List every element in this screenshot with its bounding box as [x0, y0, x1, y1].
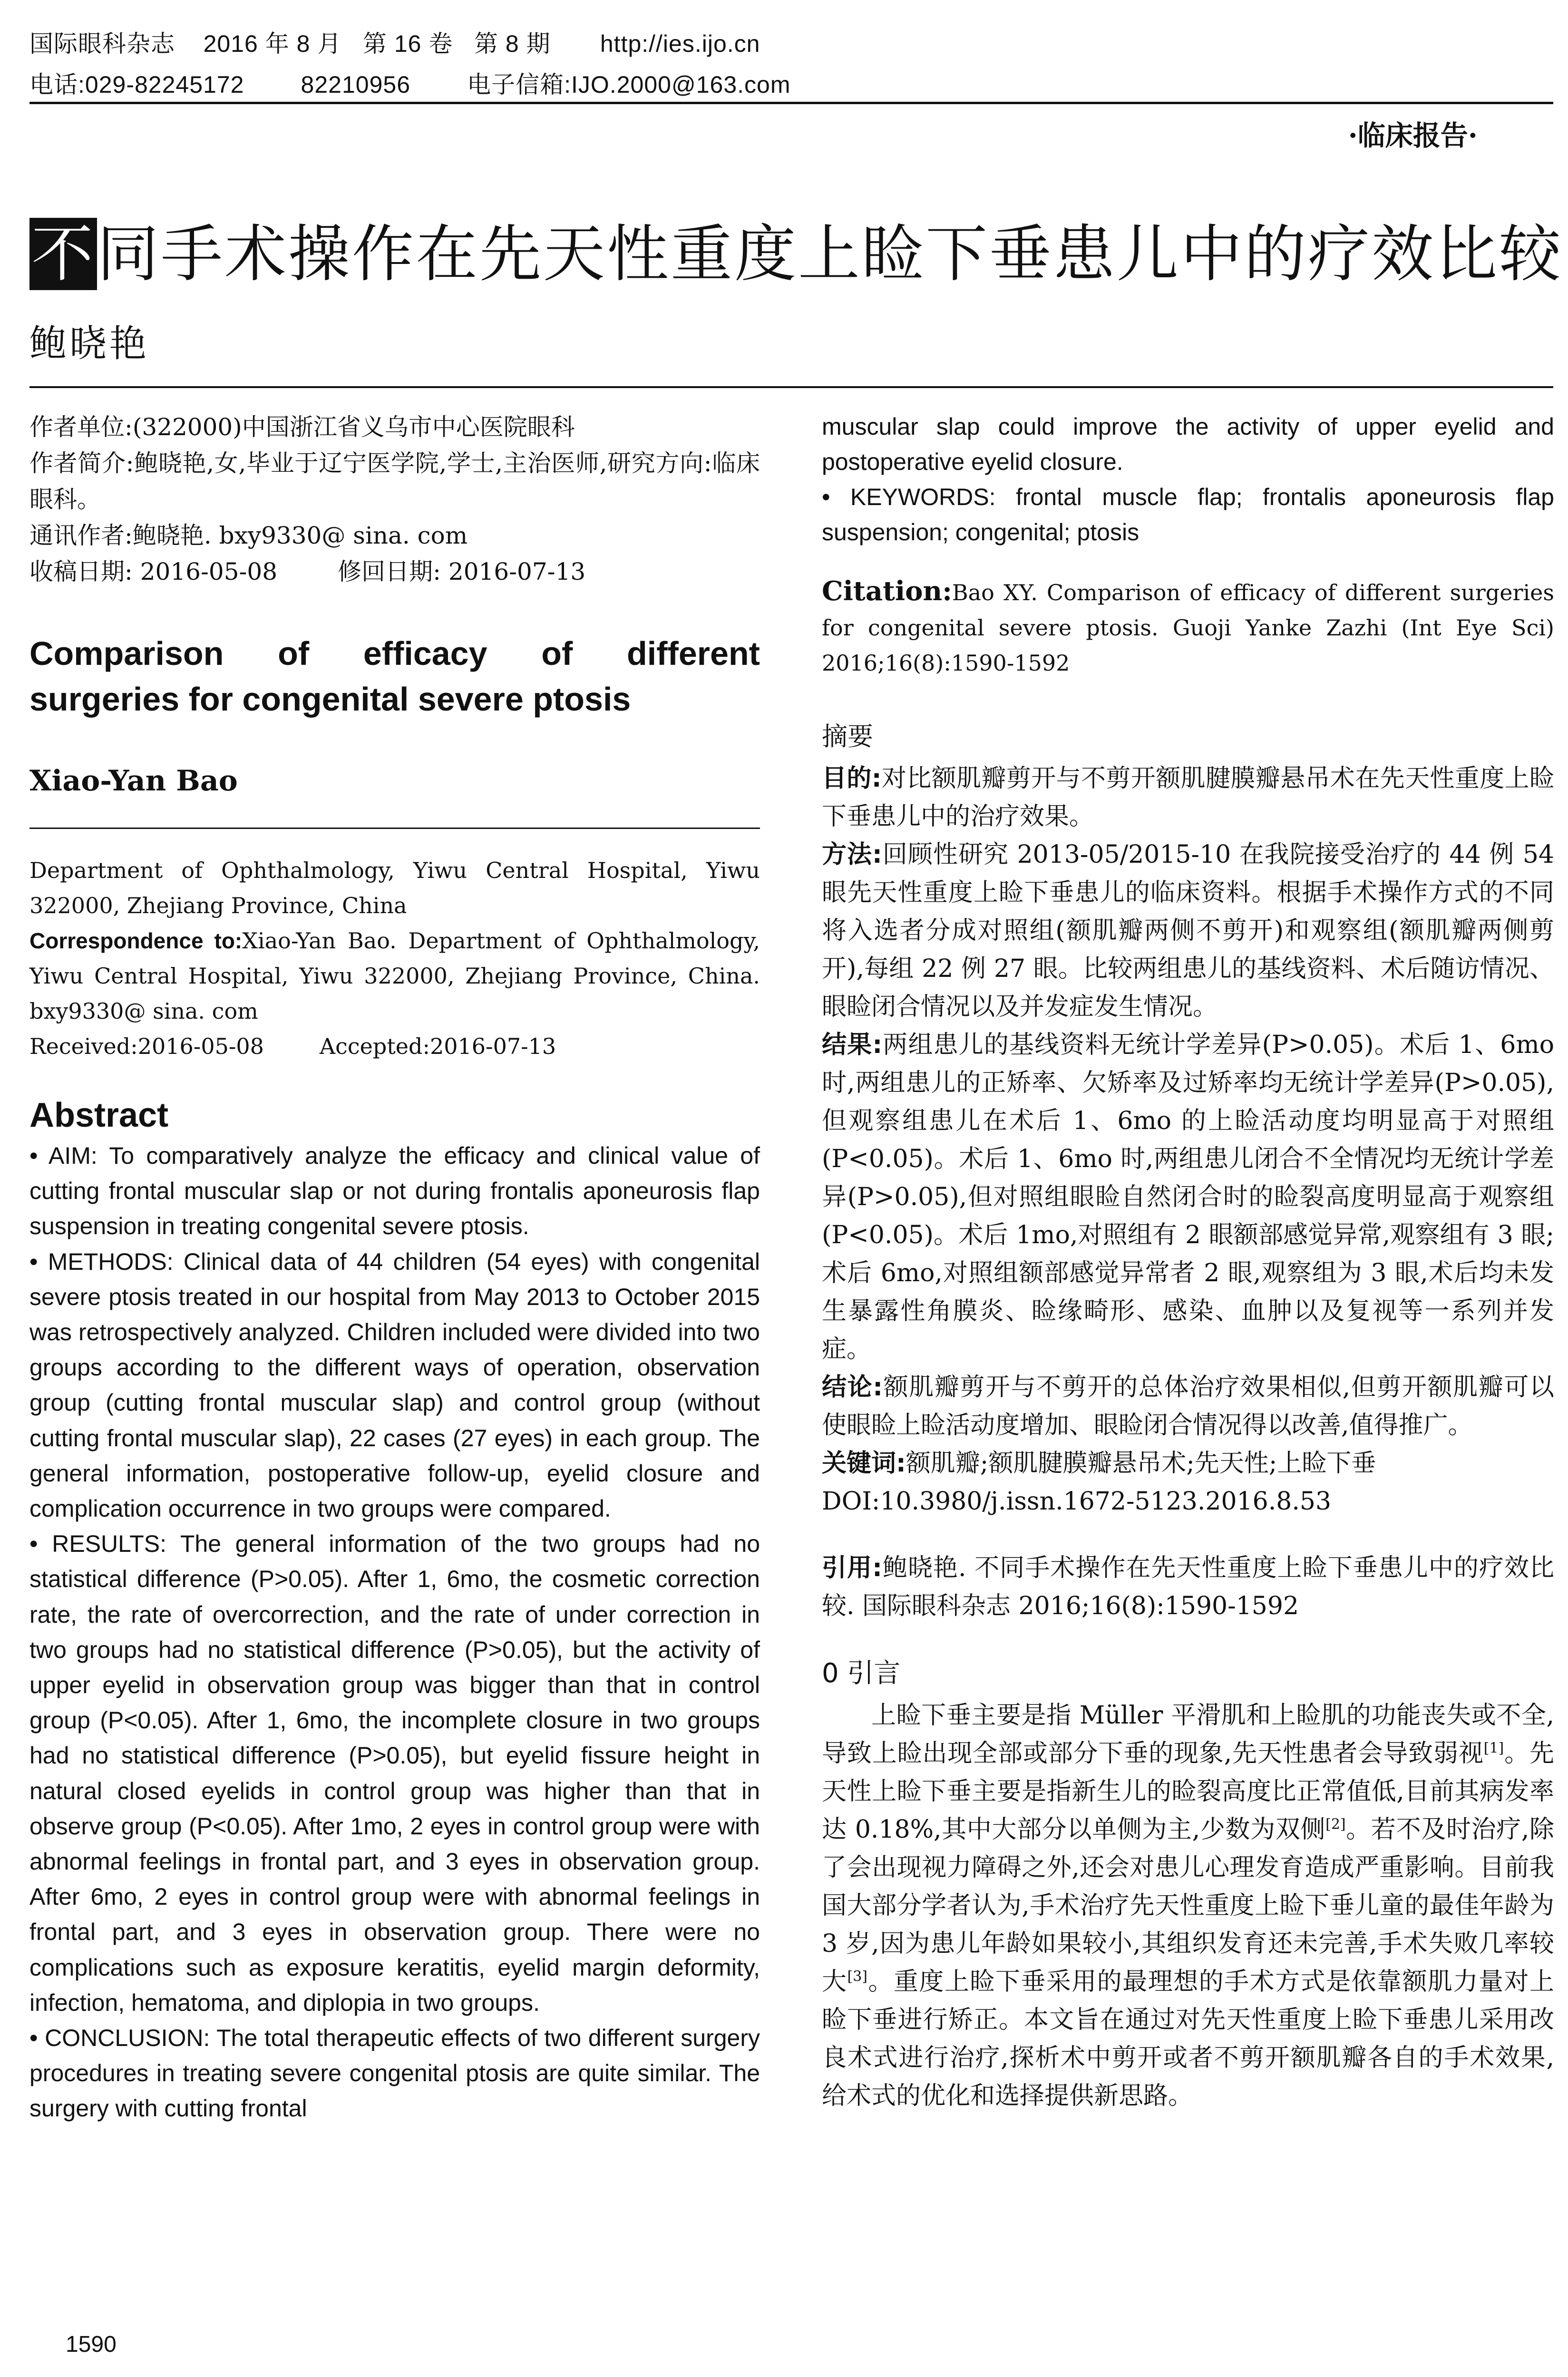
- aim-label: • AIM:: [29, 1142, 97, 1169]
- left-column: [29, 409, 760, 2126]
- affiliation-text: Department of Ophthalmology, Yiwu Central Hospital, Yiwu 322000, Zhejiang Province, China: [29, 857, 760, 918]
- methods-label: • METHODS:: [29, 1248, 174, 1275]
- intro-text-4: 。重度上睑下垂采用的最理想的手术方式是依靠额肌力量对上睑下垂进行矫正。本文旨在通过对先天性重度上睑下垂患儿采用改良术式进行治疗,探析术中剪开或者不剪开额肌瓣各自的手术效果,给术式的优化和选择提供新思路。: [822, 1968, 1554, 2110]
- methods-text: Clinical data of 44 children (54 eyes) with congenital severe ptosis treated in our hospital from May 2013 to October 2015 was retrospectively analyzed. Children included were divided into two groups according to the different ways of operation, observation group (cutting frontal muscular slap) and control group (without cutting frontal muscular slap), 22 cases (27 eyes) in each group. The general information, postoperative follow-up, eyelid closure and complication occurrence in two groups were compared.: [29, 1248, 760, 1522]
- article-title: [29, 205, 1563, 293]
- zh-citation-text: 鲍晓艳. 不同手术操作在先天性重度上睑下垂患儿中的疗效比较. 国际眼科杂志 2016;16(8):1590-1592: [822, 1554, 1554, 1620]
- citation-text: Bao XY. Comparison of efficacy of different surgeries for congenital severe ptosis. Guoji Yanke Zazhi (Int Eye Sci) 2016;16(8):1590-1592: [822, 580, 1554, 676]
- intro-paragraph: [822, 1696, 1554, 2115]
- meta-affiliation: 作者单位:(322000)中国浙江省义乌市中心医院眼科: [29, 413, 575, 441]
- keywords-en: [822, 479, 1554, 550]
- zh-conclusion: [822, 1368, 1554, 1444]
- abstract-heading: Abstract: [29, 1096, 169, 1134]
- english-author: Xiao-Yan Bao: [29, 764, 238, 798]
- zh-method: [822, 836, 1554, 1026]
- abstract-results: [29, 1526, 760, 2020]
- citation-label: Citation:: [822, 575, 952, 607]
- english-title: [29, 631, 760, 722]
- correspondence-en: [29, 923, 760, 1029]
- zh-method-label: 方法:: [822, 840, 882, 869]
- correspondence-label: Correspondence to:: [29, 928, 243, 953]
- aim-text: To comparatively analyze the efficacy and clinical value of cutting frontal muscular slap or not during frontalis aponeurosis flap suspension in treating congenital severe ptosis.: [29, 1142, 760, 1240]
- zh-result-label: 结果:: [822, 1031, 883, 1059]
- results-text: The general information of the two groups had no statistical difference (P>0.05). After 1, 6mo, the cosmetic correction rate, the rate of overcorrection, and the rate of under correction in two groups had no statistical difference (P>0.05), but the activity of upper eyelid in observation group was bigger than that in control group (P<0.05). After 1, 6mo, the incomplete closure in two groups had no statistical difference (P>0.05), but eyelid fissure height in natural closed eyelids in control group was higher than that in observe group (P<0.05). After 1mo, 2 eyes in control group were with abnormal feelings in frontal part, and 3 eyes in observation group. After 6mo, 2 eyes in control group were with abnormal feelings in frontal part, and 3 eyes in observation group. There were no complications such as exposure keratitis, eyelid margin deformity, infection, hematoma, and diplopia in two groups.: [29, 1530, 760, 2016]
- conclusion-continued: muscular slap could improve the activity of upper eyelid and postoperative eyelid closure.: [822, 413, 1554, 475]
- header-line-1: 国际眼科杂志 2016 年 8 月 第 16 卷 第 8 期 http://ies.ijo.cn: [29, 30, 760, 57]
- right-column: [822, 409, 1554, 2115]
- meta-dates: 收稿日期: 2016-05-08 修回日期: 2016-07-13: [29, 558, 586, 585]
- intro-text-1: 上睑下垂主要是指 Müller 平滑肌和上睑肌的功能丧失或不全,导致上睑出现全部或部分下垂的现象,先天性患者会导致弱视: [822, 1701, 1554, 1768]
- author-cn: 鲍晓艳: [29, 322, 150, 365]
- zh-keywords-label: 关键词:: [822, 1449, 906, 1478]
- zh-purpose-text: 对比额肌瓣剪开与不剪开额肌腱膜瓣悬吊术在先天性重度上睑下垂患儿中的治疗效果。: [822, 764, 1554, 831]
- citation-en: [822, 574, 1554, 681]
- zh-conclusion-text: 额肌瓣剪开与不剪开的总体治疗效果相似,但剪开额肌瓣可以使眼睑上睑活动度增加、眼睑闭合情况得以改善,值得推广。: [822, 1373, 1554, 1440]
- abstract-methods: [29, 1244, 760, 1527]
- abstract-conclusion: [29, 2020, 760, 2126]
- received-accepted: Received:2016-05-08 Accepted:2016-07-13: [29, 1033, 556, 1059]
- zh-conclusion-label: 结论:: [822, 1373, 883, 1402]
- ref-1: [1]: [1483, 1740, 1504, 1757]
- english-title-line-1: Comparison of efficacy of different: [29, 635, 760, 672]
- zh-keywords-text: 额肌瓣;额肌腱膜瓣悬吊术;先天性;上睑下垂: [906, 1449, 1376, 1478]
- correspondence-text: Xiao-Yan Bao. Department of Ophthalmology, Yiwu Central Hospital, Yiwu 322000, Zhejiang Province, China. bxy9330@ sina. com: [29, 928, 760, 1024]
- title-rule: [29, 386, 1553, 388]
- title-rest: 同手术操作在先天性重度上睑下垂患儿中的疗效比较: [97, 218, 1563, 290]
- conclusion-label: • CONCLUSION:: [29, 2025, 210, 2052]
- intro-heading: 0 引言: [822, 1658, 901, 1689]
- author-rule: [29, 828, 760, 829]
- intro-text-2: 。先天性上睑下垂主要是指新生儿的睑裂高度比正常值低,目前其病发率达 0.18%,其中大部分以单侧为主,少数为双侧: [822, 1739, 1554, 1844]
- zh-result: [822, 1026, 1554, 1368]
- zh-purpose-label: 目的:: [822, 764, 882, 793]
- meta-block: [29, 409, 760, 590]
- page-number: 1590: [66, 2332, 117, 2357]
- affiliation-en: [29, 853, 760, 1064]
- zh-purpose: [822, 760, 1554, 836]
- section-label: ·临床报告·: [1348, 119, 1478, 152]
- zh-citation: [822, 1549, 1554, 1625]
- results-label: • RESULTS:: [29, 1530, 167, 1558]
- header-rule: [29, 102, 1553, 104]
- conclusion-text: The total therapeutic effects of two different surgery procedures in treating severe congenital ptosis are quite similar. The surgery with cutting frontal: [29, 2025, 760, 2122]
- zh-result-text: 两组患儿的基线资料无统计学差异(P>0.05)。术后 1、6mo 时,两组患儿的正矫率、欠矫率及过矫率均无统计学差异(P>0.05),但观察组患儿在术后 1、6mo 的上睑活动度均明显高于对照组(P<0.05)。术后 1、6mo 时,两组患儿闭合不全情况均无统计学差异(P>0.05),但对照组眼睑自然闭合时的睑裂高度明显高于观察组(P<0.05)。术后 1mo,对照组有 2 眼额部感觉异常,观察组有 3 眼;术后 6mo,对照组额部感觉异常者 2 眼,观察组为 3 眼,术后均未发生暴露性角膜炎、睑缘畸形、感染、血肿以及复视等一系列并发症。: [822, 1031, 1555, 1364]
- ref-3: [3]: [847, 1968, 867, 1985]
- meta-correspondence: 通讯作者:鲍晓艳. bxy9330@ sina. com: [29, 522, 468, 549]
- keywords-label: • KEYWORDS:: [822, 484, 996, 510]
- header-line-2: 电话:029-82245172 82210956 电子信箱:IJO.2000@163.com: [29, 71, 791, 98]
- ref-2: [2]: [1325, 1816, 1346, 1833]
- english-title-line-2: surgeries for congenital severe ptosis: [29, 681, 631, 718]
- intro-text-3: 。若不及时治疗,除了会出现视力障碍之外,还会对患儿心理发育造成严重影响。目前我国大部分学者认为,手术治疗先天性重度上睑下垂儿童的最佳年龄为 3 岁,因为患儿年龄如果较小,其组织发育还未完善,手术失败几率较大: [822, 1815, 1555, 1996]
- meta-bio: 作者简介:鲍晓艳,女,毕业于辽宁医学院,学士,主治医师,研究方向:临床眼科。: [29, 449, 760, 513]
- doi: DOI:10.3980/j.issn.1672-5123.2016.8.53: [822, 1487, 1332, 1516]
- zh-abstract-heading: 摘要: [822, 721, 873, 751]
- zh-keywords: [822, 1444, 1554, 1482]
- title-first-char: 不: [29, 218, 97, 290]
- zh-citation-label: 引用:: [822, 1554, 882, 1582]
- abstract-aim: [29, 1138, 760, 1244]
- zh-method-text: 回顾性研究 2013-05/2015-10 在我院接受治疗的 44 例 54 眼先天性重度上睑下垂患儿的临床资料。根据手术操作方式的不同将入选者分成对照组(额肌瓣两侧不剪开)和观察组(额肌瓣两侧剪开),每组 22 例 27 眼。比较两组患儿的基线资料、术后随访情况、眼睑闭合情况以及并发症发生情况。: [822, 840, 1555, 1021]
- keywords-text: frontal muscle flap; frontalis aponeurosis flap suspension; congenital; ptosis: [822, 484, 1554, 546]
